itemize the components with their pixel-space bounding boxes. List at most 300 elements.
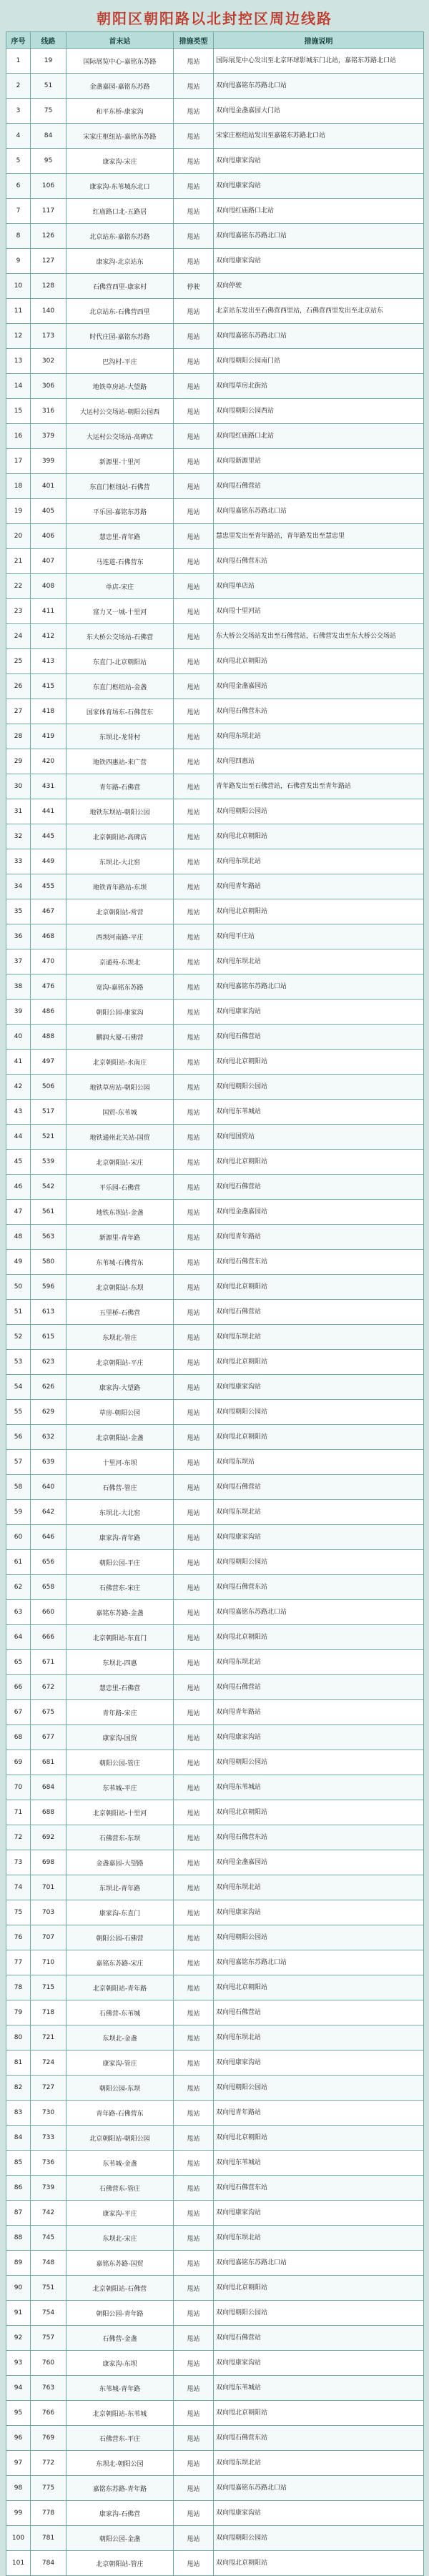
row-index: 79 (6, 2000, 31, 2025)
row-index: 94 (6, 2376, 31, 2401)
table-row (6, 674, 424, 699)
table-row (6, 1300, 424, 1325)
row-index: 83 (6, 2101, 31, 2126)
terminals: 康家沟-管庄 (66, 2051, 174, 2076)
terminals: 国际展览中心-嘉铭东苏路 (66, 49, 174, 74)
row-index: 40 (6, 1025, 31, 1050)
terminals: 东坝北-宋庄 (66, 2226, 174, 2251)
route-table (6, 31, 424, 2576)
measure-desc: 双向甩北京朝阳站 (214, 2551, 424, 2576)
line-number: 772 (31, 2451, 66, 2476)
line-number: 688 (31, 1800, 66, 1825)
terminals: 东苇城-青年路 (66, 2376, 174, 2401)
measure-type: 甩站 (174, 299, 214, 324)
table-row (6, 349, 424, 374)
row-index: 18 (6, 474, 31, 499)
row-index: 58 (6, 1475, 31, 1500)
table-row (6, 1250, 424, 1275)
measure-desc: 双向甩石佛营东站 (214, 549, 424, 574)
row-index: 55 (6, 1400, 31, 1425)
terminals: 新源里-青年路 (66, 1225, 174, 1250)
measure-desc: 双向甩康家沟站 (214, 1525, 424, 1550)
line-number: 671 (31, 1650, 66, 1675)
line-number: 715 (31, 1975, 66, 2000)
terminals: 青年路-宋庄 (66, 1700, 174, 1725)
line-number: 769 (31, 2426, 66, 2451)
terminals: 康家沟-平庄 (66, 2201, 174, 2226)
terminals: 北京朝阳站-高碑店 (66, 824, 174, 849)
table-row (6, 874, 424, 899)
line-number: 646 (31, 1525, 66, 1550)
table-row (6, 1325, 424, 1350)
line-number: 632 (31, 1425, 66, 1450)
row-index: 86 (6, 2176, 31, 2201)
row-index: 29 (6, 749, 31, 774)
measure-desc: 双向甩嘉铭东苏路北口站 (214, 2476, 424, 2501)
table-header-row (6, 32, 424, 49)
measure-desc: 双向甩东坝北站 (214, 2226, 424, 2251)
measure-desc: 双向甩东苇城站 (214, 1100, 424, 1125)
measure-desc: 双向甩嘉铭东苏路北口站 (214, 74, 424, 99)
row-index: 57 (6, 1450, 31, 1475)
line-number: 615 (31, 1325, 66, 1350)
table-row (6, 2201, 424, 2226)
row-index: 96 (6, 2426, 31, 2451)
measure-desc: 双向甩东坝站 (214, 1450, 424, 1475)
measure-desc: 双向甩石佛营站 (214, 1300, 424, 1325)
terminals: 和平东桥-康家沟 (66, 99, 174, 124)
table-row (6, 2025, 424, 2051)
terminals: 地铁东坝站-金盏 (66, 1200, 174, 1225)
line-number: 140 (31, 299, 66, 324)
line-number: 721 (31, 2025, 66, 2051)
row-index: 62 (6, 1575, 31, 1600)
row-index: 12 (6, 324, 31, 349)
line-number: 517 (31, 1100, 66, 1125)
table-row (6, 2101, 424, 2126)
measure-desc: 双向甩石佛营站 (214, 474, 424, 499)
row-index: 60 (6, 1525, 31, 1550)
table-row (6, 1025, 424, 1050)
line-number: 407 (31, 549, 66, 574)
terminals: 北京朝阳站-平庄 (66, 1350, 174, 1375)
measure-desc: 双向甩北京朝阳站 (214, 2401, 424, 2426)
measure-type: 甩站 (174, 1775, 214, 1800)
measure-type: 甩站 (174, 1675, 214, 1700)
measure-type: 甩站 (174, 2201, 214, 2226)
measure-type: 甩站 (174, 1375, 214, 1400)
measure-desc: 双向甩北京朝阳站 (214, 649, 424, 674)
line-number: 775 (31, 2476, 66, 2501)
table-row (6, 1975, 424, 2000)
line-number: 642 (31, 1500, 66, 1525)
measure-desc: 双向甩朝阳公园南门站 (214, 349, 424, 374)
measure-desc: 双向甩北京朝阳站 (214, 2126, 424, 2151)
measure-desc: 双向甩东坝北站 (214, 949, 424, 974)
row-index: 78 (6, 1975, 31, 2000)
measure-desc: 双向甩十里河站 (214, 599, 424, 624)
table-row (6, 2351, 424, 2376)
measure-desc: 双向甩北京朝阳站 (214, 1625, 424, 1650)
row-index: 26 (6, 674, 31, 699)
measure-desc: 双向甩嘉铭东苏路北口站 (214, 499, 424, 524)
measure-desc: 宋家庄枢纽站发出至嘉铭东苏路北口站 (214, 124, 424, 149)
row-index: 65 (6, 1650, 31, 1675)
table-row (6, 1900, 424, 1925)
terminals: 朝阳公园-康家沟 (66, 1000, 174, 1025)
row-index: 47 (6, 1200, 31, 1225)
terminals: 北京朝阳站-水南庄 (66, 1050, 174, 1075)
table-row (6, 1425, 424, 1450)
measure-type: 甩站 (174, 2501, 214, 2526)
row-index: 75 (6, 1900, 31, 1925)
measure-desc: 双向甩北京朝阳站 (214, 824, 424, 849)
terminals: 十里河-东坝 (66, 1450, 174, 1475)
table-row (6, 2000, 424, 2025)
terminals: 石佛营东-东坝 (66, 1825, 174, 1850)
table-row (6, 1550, 424, 1575)
page-title: 朝阳区朝阳路以北封控区周边线路 (97, 10, 332, 27)
table-row (6, 2076, 424, 2101)
terminals: 国贸-东苇城 (66, 1100, 174, 1125)
measure-desc: 双向甩嘉铭东苏路北口站 (214, 324, 424, 349)
line-number: 710 (31, 1950, 66, 1975)
measure-desc: 双向甩石佛营东站 (214, 2176, 424, 2201)
row-index: 87 (6, 2201, 31, 2226)
measure-type: 甩站 (174, 849, 214, 874)
line-number: 613 (31, 1300, 66, 1325)
line-number: 596 (31, 1275, 66, 1300)
row-index: 73 (6, 1850, 31, 1875)
terminals: 西坝河南路-平庄 (66, 924, 174, 949)
table-row (6, 49, 424, 74)
table-row (6, 1800, 424, 1825)
table-row (6, 1200, 424, 1225)
terminals: 石佛营东-管庄 (66, 2176, 174, 2201)
table-row (6, 299, 424, 324)
row-index: 14 (6, 374, 31, 399)
row-index: 30 (6, 774, 31, 799)
terminals: 康家沟-石佛营 (66, 2501, 174, 2526)
measure-type: 甩站 (174, 574, 214, 599)
line-number: 486 (31, 1000, 66, 1025)
measure-desc: 双向甩北京朝阳站 (214, 1800, 424, 1825)
table-row (6, 2376, 424, 2401)
measure-desc: 北京站东发出至石佛营西里站，石佛营西里发出至北京站东 (214, 299, 424, 324)
row-index: 54 (6, 1375, 31, 1400)
row-index: 33 (6, 849, 31, 874)
measure-type: 甩站 (174, 1175, 214, 1200)
measure-type: 甩站 (174, 424, 214, 449)
measure-desc: 双向甩朝阳公园西站 (214, 399, 424, 424)
line-number: 736 (31, 2151, 66, 2176)
row-index: 45 (6, 1150, 31, 1175)
measure-desc: 双向甩新源里站 (214, 449, 424, 474)
line-number: 739 (31, 2176, 66, 2201)
terminals: 大运村公交场站-朝阳公园西 (66, 399, 174, 424)
measure-type: 甩站 (174, 1925, 214, 1950)
measure-desc: 双向甩红庙路口北站 (214, 424, 424, 449)
row-index: 2 (6, 74, 31, 99)
row-index: 8 (6, 224, 31, 249)
row-index: 24 (6, 624, 31, 649)
measure-type: 甩站 (174, 449, 214, 474)
table-row (6, 2151, 424, 2176)
terminals: 北京朝阳站-石佛营 (66, 2276, 174, 2301)
line-number: 445 (31, 824, 66, 849)
measure-desc: 双向甩北京朝阳站 (214, 1275, 424, 1300)
row-index: 36 (6, 924, 31, 949)
table-row (6, 724, 424, 749)
row-index: 21 (6, 549, 31, 574)
measure-desc: 国际展览中心发出至北京环球影城东门北站，嘉铭东苏路北口站 (214, 49, 424, 74)
measure-desc: 双向甩红庙路口北站 (214, 199, 424, 224)
terminals: 石佛营西里-康家村 (66, 274, 174, 299)
terminals: 巴沟村-平庄 (66, 349, 174, 374)
measure-desc: 双向甩石佛营站 (214, 1175, 424, 1200)
measure-desc: 双向甩四惠站 (214, 749, 424, 774)
line-number: 408 (31, 574, 66, 599)
row-index: 16 (6, 424, 31, 449)
measure-type: 甩站 (174, 1600, 214, 1625)
measure-desc: 双向甩东苇城站 (214, 2376, 424, 2401)
measure-type: 甩站 (174, 2426, 214, 2451)
measure-desc: 双向甩嘉铭东苏路北口站 (214, 2251, 424, 2276)
line-number: 412 (31, 624, 66, 649)
measure-type: 甩站 (174, 2476, 214, 2501)
measure-type: 甩站 (174, 1000, 214, 1025)
table-row (6, 1950, 424, 1975)
measure-type: 甩站 (174, 1150, 214, 1175)
line-number: 639 (31, 1450, 66, 1475)
table-row (6, 274, 424, 299)
line-number: 784 (31, 2551, 66, 2576)
terminals: 石佛营-东苇城 (66, 2000, 174, 2025)
table-row (6, 2551, 424, 2576)
measure-type: 甩站 (174, 2526, 214, 2551)
measure-type: 甩站 (174, 2551, 214, 2576)
row-index: 84 (6, 2126, 31, 2151)
table-row (6, 799, 424, 824)
terminals: 朝阳公园-东坝 (66, 2076, 174, 2101)
terminals: 嘉铭东苏路-金盏 (66, 1600, 174, 1625)
terminals: 地铁东坝站-朝阳公园 (66, 799, 174, 824)
measure-type: 甩站 (174, 1650, 214, 1675)
row-index: 10 (6, 274, 31, 299)
line-number: 405 (31, 499, 66, 524)
measure-type: 甩站 (174, 874, 214, 899)
row-index: 23 (6, 599, 31, 624)
row-index: 99 (6, 2501, 31, 2526)
measure-desc: 双向甩金盏嘉园站 (214, 674, 424, 699)
line-number: 727 (31, 2076, 66, 2101)
measure-desc: 双向甩北京朝阳站 (214, 1050, 424, 1075)
measure-desc: 双向甩国贸站 (214, 1125, 424, 1150)
row-index: 42 (6, 1075, 31, 1100)
measure-desc: 双向甩石佛营站 (214, 2326, 424, 2351)
measure-type: 甩站 (174, 1625, 214, 1650)
terminals: 北京朝阳站-金盏 (66, 1425, 174, 1450)
row-index: 91 (6, 2301, 31, 2326)
measure-desc: 双向甩石佛营站 (214, 1475, 424, 1500)
terminals: 东大桥公交场站-石佛营 (66, 624, 174, 649)
table-row (6, 2451, 424, 2476)
measure-desc: 双向甩东坝北站 (214, 2451, 424, 2476)
row-index: 76 (6, 1925, 31, 1950)
terminals: 东坝北-青年路 (66, 1875, 174, 1900)
table-row (6, 1225, 424, 1250)
table-row (6, 1750, 424, 1775)
line-number: 418 (31, 699, 66, 724)
line-number: 724 (31, 2051, 66, 2076)
terminals: 草房-朝阳公园 (66, 1400, 174, 1425)
table-row (6, 324, 424, 349)
measure-type: 甩站 (174, 724, 214, 749)
line-number: 521 (31, 1125, 66, 1150)
measure-type: 甩站 (174, 924, 214, 949)
measure-type: 甩站 (174, 199, 214, 224)
line-number: 126 (31, 224, 66, 249)
measure-desc: 双向甩嘉铭东苏路北口站 (214, 1600, 424, 1625)
table-row (6, 2301, 424, 2326)
measure-type: 甩站 (174, 1125, 214, 1150)
row-index: 1 (6, 49, 31, 74)
terminals: 东坝北-龙背村 (66, 724, 174, 749)
row-index: 101 (6, 2551, 31, 2576)
row-index: 41 (6, 1050, 31, 1075)
table-row (6, 2276, 424, 2301)
line-number: 106 (31, 174, 66, 199)
row-index: 11 (6, 299, 31, 324)
row-index: 95 (6, 2401, 31, 2426)
measure-desc: 双向甩北京朝阳站 (214, 2276, 424, 2301)
table-row (6, 224, 424, 249)
column-header-line: 线路 (31, 32, 66, 49)
terminals: 地铁通州北关站-国贸 (66, 1125, 174, 1150)
measure-desc: 双向甩康家沟站 (214, 2501, 424, 2526)
line-number: 449 (31, 849, 66, 874)
terminals: 东苇城-平庄 (66, 1775, 174, 1800)
line-number: 626 (31, 1375, 66, 1400)
table-row (6, 524, 424, 549)
measure-type: 甩站 (174, 1300, 214, 1325)
row-index: 61 (6, 1550, 31, 1575)
line-number: 666 (31, 1625, 66, 1650)
measure-desc: 双向甩石佛营东站 (214, 1250, 424, 1275)
table-row (6, 899, 424, 924)
terminals: 新源里-十里河 (66, 449, 174, 474)
terminals: 红庙路口北-五路居 (66, 199, 174, 224)
terminals: 康家沟-国贸 (66, 1725, 174, 1750)
terminals: 康家沟-东苇城东北口 (66, 174, 174, 199)
line-number: 467 (31, 899, 66, 924)
measure-desc: 双向甩石佛营东站 (214, 1825, 424, 1850)
line-number: 95 (31, 149, 66, 174)
table-row (6, 2426, 424, 2451)
table-row (6, 1675, 424, 1700)
measure-type: 甩站 (174, 2451, 214, 2476)
terminals: 东苇城-石佛营东 (66, 1250, 174, 1275)
terminals: 马连道-石佛营东 (66, 549, 174, 574)
table-row (6, 2251, 424, 2276)
line-number: 75 (31, 99, 66, 124)
measure-type: 甩站 (174, 1725, 214, 1750)
measure-desc: 双向停驶 (214, 274, 424, 299)
terminals: 嘉铭东苏路-宋庄 (66, 1950, 174, 1975)
row-index: 97 (6, 2451, 31, 2476)
table-row (6, 249, 424, 274)
measure-type: 甩站 (174, 599, 214, 624)
measure-type: 甩站 (174, 2101, 214, 2126)
table-row (6, 549, 424, 574)
measure-type: 甩站 (174, 374, 214, 399)
measure-type: 甩站 (174, 1850, 214, 1875)
table-row (6, 1400, 424, 1425)
table-row (6, 574, 424, 599)
line-number: 656 (31, 1550, 66, 1575)
line-number: 488 (31, 1025, 66, 1050)
row-index: 71 (6, 1800, 31, 1825)
row-index: 67 (6, 1700, 31, 1725)
table-row (6, 1575, 424, 1600)
measure-type: 甩站 (174, 1550, 214, 1575)
line-number: 127 (31, 249, 66, 274)
terminals: 康家沟-宋庄 (66, 149, 174, 174)
table-row (6, 2526, 424, 2551)
table-row (6, 1600, 424, 1625)
measure-type: 甩站 (174, 2401, 214, 2426)
row-index: 82 (6, 2076, 31, 2101)
line-number: 675 (31, 1700, 66, 1725)
table-row (6, 749, 424, 774)
table-row (6, 174, 424, 199)
terminals: 朝阳公园-石佛营 (66, 1925, 174, 1950)
measure-type: 甩站 (174, 1275, 214, 1300)
table-row (6, 2401, 424, 2426)
row-index: 93 (6, 2351, 31, 2376)
line-number: 684 (31, 1775, 66, 1800)
table-row (6, 1875, 424, 1900)
row-index: 89 (6, 2251, 31, 2276)
measure-desc: 双向甩东坝北站 (214, 724, 424, 749)
terminals: 朝阳公园-平庄 (66, 1550, 174, 1575)
line-number: 406 (31, 524, 66, 549)
row-index: 39 (6, 1000, 31, 1025)
terminals: 北京朝阳站-管庄 (66, 2551, 174, 2576)
measure-desc: 双向甩单店站 (214, 574, 424, 599)
table-row (6, 1925, 424, 1950)
terminals: 北京朝阳站-常营 (66, 899, 174, 924)
line-number: 542 (31, 1175, 66, 1200)
table-row (6, 2051, 424, 2076)
terminals: 五里桥-石佛营 (66, 1300, 174, 1325)
terminals: 地铁青年路站-东坝 (66, 874, 174, 899)
line-number: 751 (31, 2276, 66, 2301)
terminals: 东坝北-朝阳公园 (66, 2451, 174, 2476)
terminals: 北京站东-嘉铭东苏路 (66, 224, 174, 249)
measure-type: 甩站 (174, 249, 214, 274)
line-number: 561 (31, 1200, 66, 1225)
table-row (6, 1150, 424, 1175)
terminals: 北京朝阳站-十里河 (66, 1800, 174, 1825)
line-number: 316 (31, 399, 66, 424)
row-index: 4 (6, 124, 31, 149)
row-index: 32 (6, 824, 31, 849)
row-index: 17 (6, 449, 31, 474)
table-row (6, 1450, 424, 1475)
line-number: 763 (31, 2376, 66, 2401)
terminals: 地铁四惠站-来广营 (66, 749, 174, 774)
